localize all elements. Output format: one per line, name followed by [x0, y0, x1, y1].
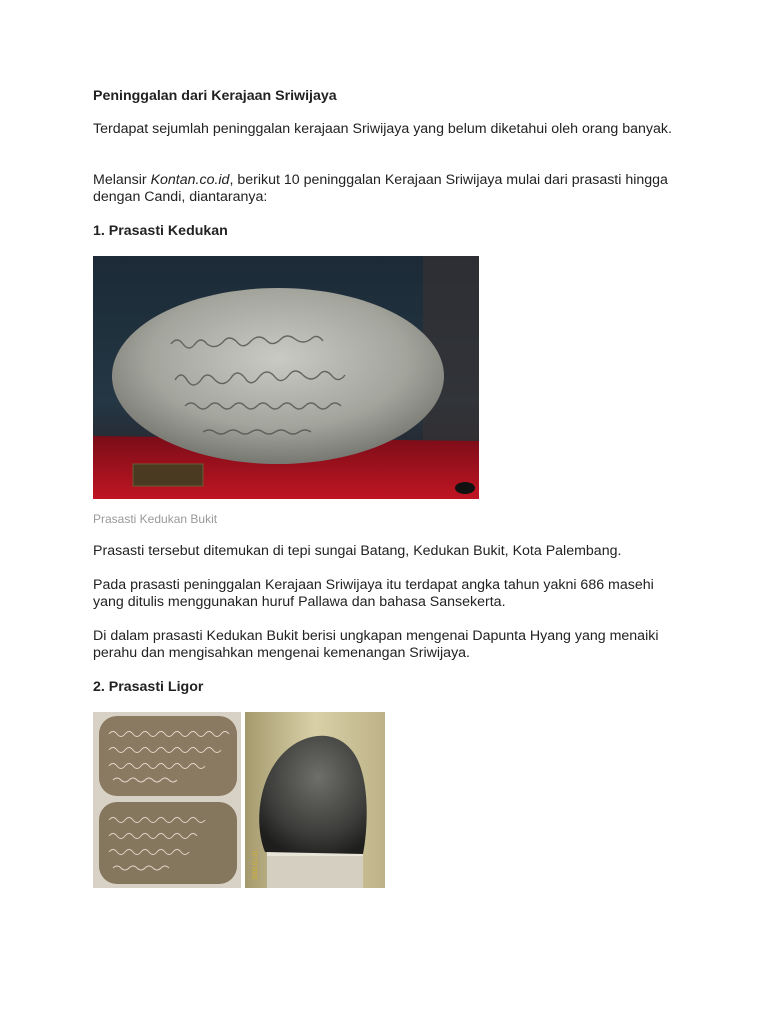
source-prefix: Melansir	[93, 172, 151, 188]
paragraph-content: Di dalam prasasti Kedukan Bukit berisi ungkapan mengenai Dapunta Hyang yang menaiki perahu dan mengisahkan mengenai kemenangan Sriwijaya.	[93, 628, 659, 661]
ligor-stone-photo	[245, 712, 385, 888]
source-name: Kontan.co.id	[150, 172, 230, 188]
paragraph-date: Pada prasasti peninggalan Kerajaan Sriwijaya itu terdapat angka tahun yakni 686 masehi yang ditulis menggunakan huruf Pallawa dan bahasa Sansekerta.	[93, 577, 654, 610]
section-heading-1: 1. Prasasti Kedukan	[93, 223, 228, 239]
article-title: Peninggalan dari Kerajaan Sriwijaya	[93, 88, 337, 104]
section-heading-2: 2. Prasasti Ligor	[93, 679, 204, 695]
image-caption: Prasasti Kedukan Bukit	[93, 512, 218, 526]
intro-paragraph: Terdapat sejumlah peninggalan kerajaan Sriwijaya yang belum diketahui oleh orang banyak.	[93, 121, 672, 137]
inscribed-stone-photo	[93, 256, 479, 499]
source-suffix: , berikut 10 peninggalan Kerajaan Sriwijaya mulai dari prasasti hingga dengan Candi, diantaranya:	[93, 172, 668, 205]
source-paragraph	[93, 172, 683, 206]
svg-text:2002.01.01: 2002.01.01	[253, 849, 259, 880]
inscription-rubbing-photo	[93, 712, 241, 888]
paragraph-location: Prasasti tersebut ditemukan di tepi sungai Batang, Kedukan Bukit, Kota Palembang.	[93, 543, 622, 559]
